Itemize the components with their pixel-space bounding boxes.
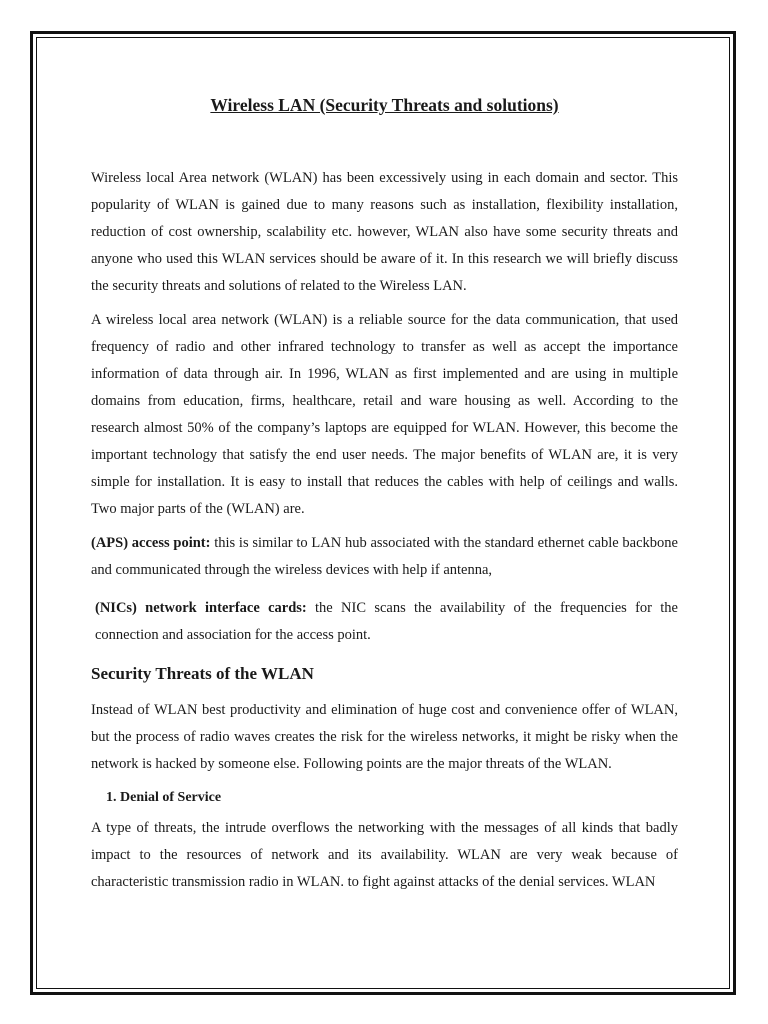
aps-text: this is similar to LAN hub associated with the standard ethernet cable backbone and communicated through the wireless devices with help if antenna, bbox=[91, 535, 678, 578]
document-body bbox=[91, 90, 678, 896]
list-item-denial-of-service: 1. Denial of Service bbox=[106, 790, 222, 805]
section-heading: Security Threats of the WLAN bbox=[91, 664, 314, 683]
document-title: Wireless LAN (Security Threats and solutions) bbox=[210, 95, 559, 115]
nic-text: the NIC scans the availability of the frequencies for the connection and association for the access point. bbox=[95, 600, 678, 643]
nic-paragraph bbox=[91, 595, 678, 649]
dos-paragraph: A type of threats, the intrude overflows the networking with the messages of all kinds that badly impact to the resources of network and its availability. WLAN are very weak because of characteristic transmission radio in WLAN. to fight against attacks of the denial services. WLAN bbox=[91, 820, 678, 890]
aps-paragraph bbox=[91, 530, 678, 584]
intro-paragraph: Wireless local Area network (WLAN) has been excessively using in each domain and sector. This popularity of WLAN is gained due to many reasons such as installation, flexibility installation, reduction of cost ownership, scalability etc. however, WLAN also have some security threats and anyone who used this WLAN services should be aware of it. In this research we will briefly discuss the security threats and solutions of related to the Wireless LAN. bbox=[91, 170, 678, 294]
overview-paragraph: A wireless local area network (WLAN) is a reliable source for the data communication, that used frequency of radio and other infrared technology to transfer as well as accept the importance information of data through air. In 1996, WLAN as first implemented and are using in multiple domains from education, firms, healthcare, retail and ware housing as well. According to the research almost 50% of the company’s laptops are equipped for WLAN. However, this become the important technology that satisfy the end user needs. The major benefits of WLAN are, it is very simple for installation. It is easy to install that reduces the cables with help of ceilings and walls. Two major parts of the (WLAN) are. bbox=[91, 312, 678, 517]
threats-intro-paragraph: Instead of WLAN best productivity and elimination of huge cost and convenience offer of WLAN, but the process of radio waves creates the risk for the wireless networks, it might be risky when the network is hacked by someone else. Following points are the major threats of the WLAN. bbox=[91, 702, 678, 772]
aps-label: (APS) access point: bbox=[91, 535, 211, 551]
nic-label: (NICs) network interface cards: bbox=[95, 600, 307, 616]
